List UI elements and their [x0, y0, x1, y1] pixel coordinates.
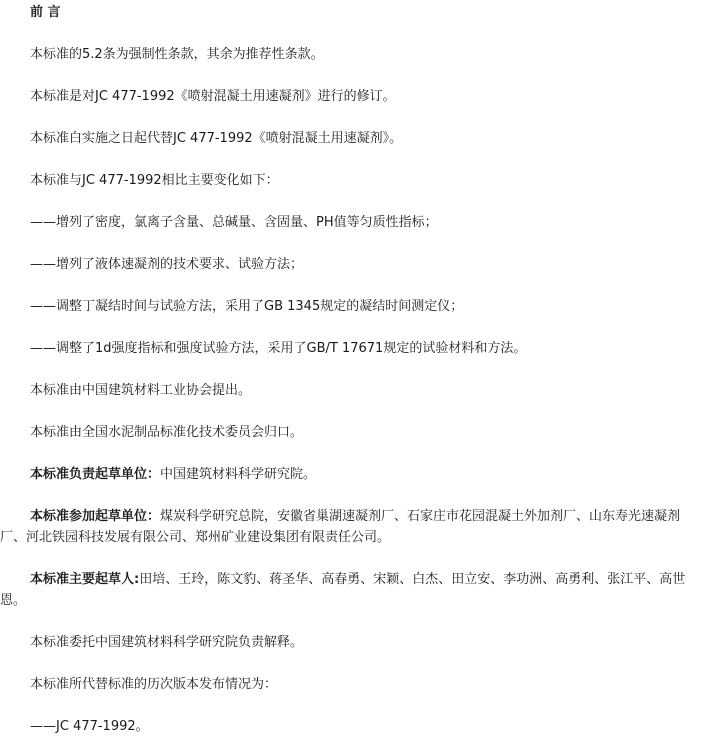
- paragraph-administration: 本标准由全国水泥制品标准化技术委员会归口。: [30, 425, 304, 440]
- change-item-liquid-accelerator: ——增列了液体速凝剂的技术要求、试验方法；: [30, 257, 304, 272]
- paragraph-replacement-note: 本标准白实施之日起代替JC 477-1992《喷射混凝土用速凝剂》。: [30, 131, 403, 146]
- change-item-homogeneity: ——增列了密度，氯离子含量、总碱量、含固量、PH值等匀质性指标；: [30, 215, 438, 230]
- main-drafters-label: 本标准主要起草人:: [30, 572, 140, 587]
- paragraph-changes-intro: 本标准与JC 477-1992相比主要变化如下：: [30, 173, 279, 188]
- change-item-setting-time: ——调整丁凝结时间与试验方法，采用了GB 1345规定的凝结时间测定仪；: [30, 299, 464, 314]
- paragraph-participating-drafters: [0, 506, 704, 548]
- paragraph-revision-note: 本标准是对JC 477-1992《喷射混凝土用速凝剂》进行的修订。: [30, 89, 396, 104]
- paragraph-main-drafters: [0, 569, 704, 611]
- main-drafters-text: 田培、王玲，陈文豹、蒋圣华、高春勇、宋颖、白杰、田立安、李功洲、高勇利、张江平、高世恩。: [0, 572, 686, 608]
- paragraph-version-history-intro: 本标准所代替标准的历次版本发布情况为：: [30, 677, 278, 692]
- participating-drafters-text: 煤炭科学研究总院，安徽省巢湖速凝剂厂、石家庄市花园混凝土外加剂厂、山东寿光速凝剂厂、河北铁园科技发展有限公司、郑州矿业建设集团有限责任公司。: [0, 509, 681, 545]
- lead-drafter-text: 中国建筑材料科学研究院。: [160, 467, 317, 482]
- paragraph-interpretation: 本标准委托中国建筑材料科学研究院负责解释。: [30, 635, 304, 650]
- version-history-item: ——JC 477-1992。: [30, 719, 149, 734]
- lead-drafter-label: 本标准负责起草单位：: [30, 467, 161, 482]
- change-item-strength: ——调整了1d强度指标和强度试验方法，采用了GB/T 17671规定的试验材料和方法。: [30, 341, 527, 356]
- paragraph-proposer: 本标准由中国建筑材料工业协会提出。: [30, 383, 252, 398]
- participating-drafters-label: 本标准参加起草单位：: [30, 509, 161, 524]
- section-heading: 前 言: [30, 5, 61, 20]
- paragraph-mandatory-clauses: 本标准的5.2条为强制性条款，其余为推荐性条款。: [30, 47, 324, 62]
- paragraph-lead-drafter: [0, 464, 704, 485]
